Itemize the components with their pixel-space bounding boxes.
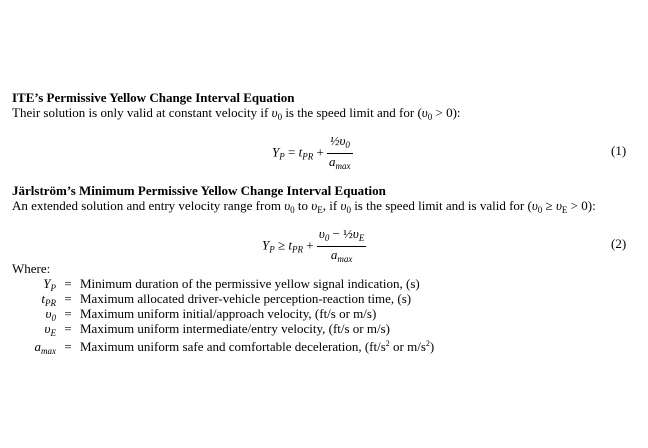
v-symbol: υ <box>531 198 538 213</box>
eq2-t-sub: PR <box>292 244 303 255</box>
v-sub: 0 <box>427 112 433 122</box>
v-symbol: υ <box>555 198 562 213</box>
eq2-num-a-sub: 0 <box>324 233 330 243</box>
def-symbol-main: a <box>34 339 41 354</box>
v-symbol: υ <box>271 105 278 120</box>
eq1-rel: = <box>287 144 296 160</box>
eq2-num-minus: − ½ <box>329 226 353 241</box>
eq2-num-a: υ <box>318 226 325 241</box>
eq1-t: t <box>298 144 303 160</box>
def-equals: = <box>64 276 72 291</box>
eq2-lhs-sub: P <box>269 244 275 255</box>
def-symbol-sub: 0 <box>51 313 56 323</box>
def-equals: = <box>64 306 72 321</box>
def-equals: = <box>64 291 72 306</box>
equation-1 <box>272 134 353 173</box>
eq1-denominator <box>327 155 353 173</box>
eq1-lhs: Y <box>272 144 280 160</box>
eq1-numerator <box>327 134 353 152</box>
section1-text <box>12 105 461 122</box>
def-equals: = <box>64 339 72 354</box>
eq2-num-b: υ <box>352 226 359 241</box>
section2-text-d: is the speed limit and is valid for ( <box>350 198 532 213</box>
def-symbol-main: Y <box>43 276 51 291</box>
eq1-t-sub: PR <box>302 151 314 162</box>
v-symbol: υ <box>311 198 318 213</box>
v-sub: 0 <box>277 112 283 122</box>
def-text: Maximum uniform initial/approach velocity, (ft/s or m/s) <box>80 306 377 321</box>
v-symbol: υ <box>421 105 428 120</box>
eq2-rel: ≥ <box>277 237 286 253</box>
eq1-lhs-sub: P <box>279 151 285 162</box>
v-symbol: υ <box>340 198 347 213</box>
eq2-numerator <box>317 227 367 245</box>
v-symbol: υ <box>284 198 291 213</box>
section1-heading: ITE’s Permissive Yellow Change Interval Equation <box>12 90 295 105</box>
definition-row <box>12 336 435 356</box>
where-label: Where: <box>12 261 51 276</box>
equation-2 <box>262 227 366 266</box>
def-symbol-main: υ <box>44 321 51 336</box>
eq2-t: t <box>288 237 292 253</box>
v-sub: E <box>317 205 323 215</box>
v-sub: 0 <box>290 205 295 215</box>
section2-text-c: , if <box>322 198 341 213</box>
v-sub: 0 <box>537 205 543 215</box>
def-text: Minimum duration of the permissive yellow signal indication, (s) <box>80 276 420 291</box>
eq2-den-sub: max <box>337 254 353 264</box>
eq1-den-sub: max <box>335 161 351 171</box>
eq2-fraction <box>317 227 367 266</box>
def-symbol-sub: PR <box>45 298 56 308</box>
eq1-den-text: a <box>329 154 336 169</box>
section2-text-b: to <box>294 198 312 213</box>
def-symbol-main: υ <box>45 306 52 321</box>
def-text: ) <box>429 339 435 354</box>
eq2-plus: + <box>306 237 314 253</box>
equation-2-number: (2) <box>611 236 627 251</box>
section2-text-f: > 0): <box>567 198 596 213</box>
eq2-lhs: Y <box>262 237 270 253</box>
section2-text-e: ≥ <box>542 198 556 213</box>
eq1-num-text: ½υ <box>329 133 346 148</box>
section1-text-c: > 0): <box>432 105 461 120</box>
eq1-num-sub: 0 <box>345 140 350 150</box>
def-symbol-sub: max <box>41 346 56 356</box>
def-symbol-main: t <box>41 291 45 306</box>
def-equals: = <box>64 321 72 336</box>
definition-row <box>12 321 434 336</box>
def-text: Maximum allocated driver-vehicle perception-reaction time, (s) <box>80 291 412 306</box>
def-symbol-sub: P <box>50 283 56 293</box>
eq2-den-text: a <box>330 247 338 262</box>
section2-text <box>12 198 596 215</box>
v-sub: E <box>561 205 568 215</box>
def-sup: 2 <box>385 339 390 348</box>
eq2-fraction-bar <box>317 246 367 247</box>
def-symbol-sub: E <box>50 328 56 338</box>
eq1-plus: + <box>316 144 324 160</box>
section1-text-b: is the speed limit and for ( <box>282 105 422 120</box>
definition-row <box>12 291 434 306</box>
eq2-denominator <box>317 248 367 266</box>
def-sup: 2 <box>425 339 430 348</box>
v-sub: 0 <box>346 205 351 215</box>
def-text: Maximum uniform intermediate/entry velocity, (ft/s or m/s) <box>80 321 391 336</box>
section2-text-a: An extended solution and entry velocity range from <box>12 198 285 213</box>
section2-heading: Järlström’s Minimum Permissive Yellow Change Interval Equation <box>12 183 386 198</box>
section1-text-a: Their solution is only valid at constant velocity if <box>12 105 272 120</box>
def-symbol <box>12 339 56 359</box>
def-text: or m/s <box>389 339 426 354</box>
eq2-num-b-sub: E <box>358 233 365 243</box>
definition-row <box>12 276 434 291</box>
eq1-fraction <box>327 134 353 173</box>
def-text: Maximum uniform safe and comfortable deceleration, (ft/s <box>80 339 386 354</box>
definitions-list <box>12 276 435 356</box>
equation-1-number: (1) <box>611 143 627 158</box>
definition-row <box>12 306 434 321</box>
